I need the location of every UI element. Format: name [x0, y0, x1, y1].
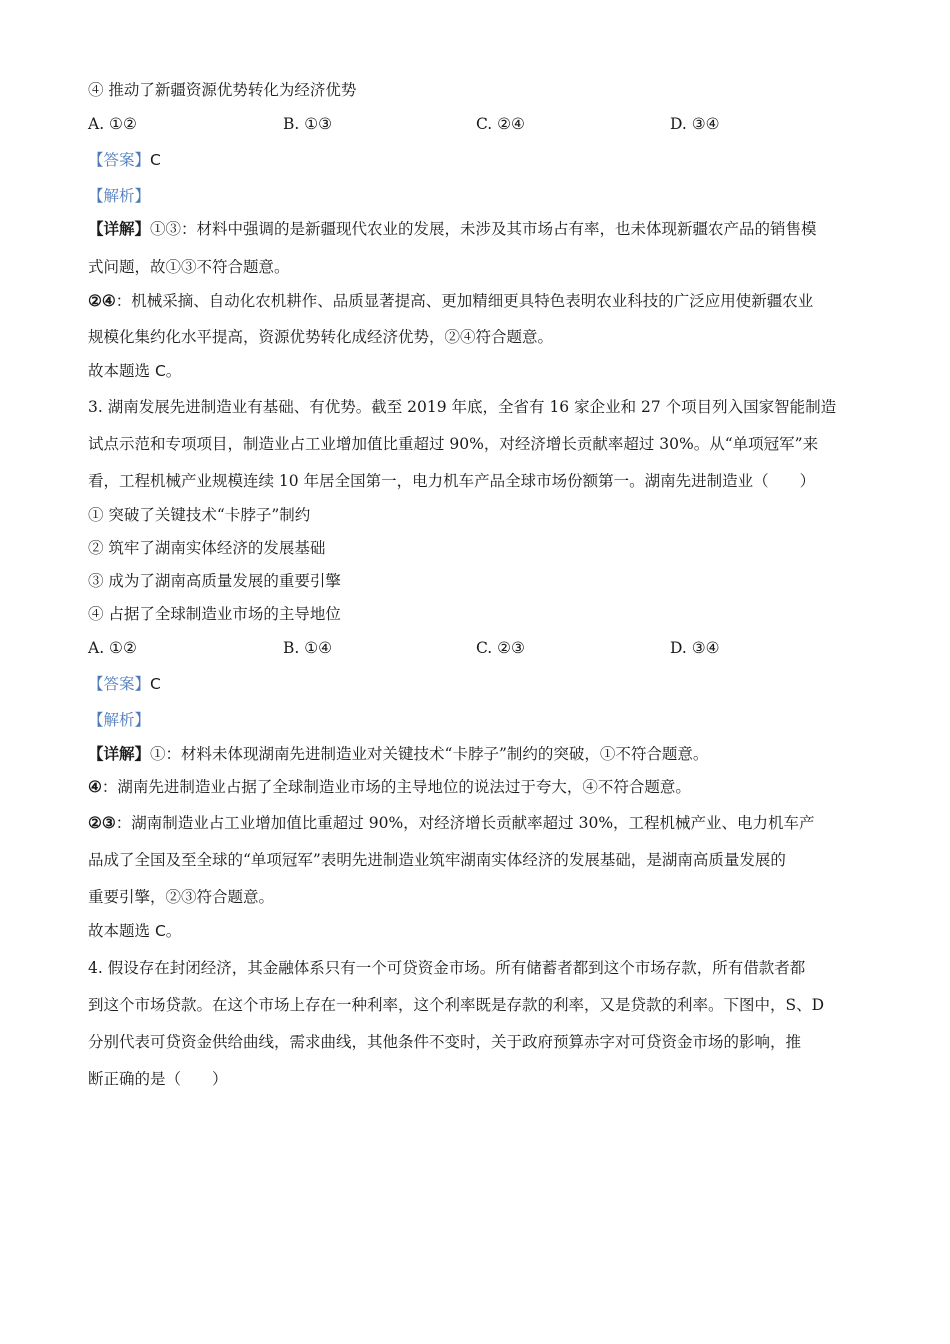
q3-statement-2: ② 筑牢了湖南实体经济的发展基础	[88, 539, 326, 557]
q3-conclusion	[88, 920, 878, 942]
q3-conclusion-suffix: 。	[165, 922, 182, 940]
q3-detail-text-1: ①：材料未体现湖南先进制造业对关键技术“卡脖子”制约的突破，①不符合题意。	[150, 745, 709, 763]
q3-stem-line-1: 3. 湖南发展先进制造业有基础、有优势。截至 2019 年底，全省有 16 家企业和 27 个项目列入国家智能制造	[88, 398, 837, 416]
q3-detail-text-2: ：湖南先进制造业占据了全球制造业市场的主导地位的说法过于夸大，④不符合题意。	[101, 778, 691, 796]
q2-answer	[88, 149, 878, 171]
q2-conclusion-suffix: 。	[165, 362, 182, 380]
q3-detail-text-3b: 品成了全国及至全球的“单项冠军”表明先进制造业筑牢湖南实体经济的发展基础，是湖南高质量发展的	[88, 851, 786, 869]
q3-stem-line-2: 试点示范和专项项目，制造业占工业增加值比重超过 90%，对经济增长贡献率超过 30%。从“单项冠军”来	[88, 435, 819, 453]
q3-statement-1: ① 突破了关键技术“卡脖子”制约	[88, 506, 311, 524]
q3-detail-line-1	[88, 743, 878, 765]
q2-analysis-label: 【解析】	[88, 187, 151, 205]
q3-conclusion-choice: C	[154, 922, 166, 940]
q3-options	[88, 637, 878, 659]
q2-conclusion-choice: C	[154, 362, 166, 380]
q2-answer-label: 【答案】	[88, 151, 151, 169]
q2-conclusion	[88, 360, 878, 382]
q2-detail-text-2a: ：机械采摘、自动化农机耕作、品质显著提高、更加精细更具特色表明农业科技的广泛应用使新疆农业	[115, 292, 814, 310]
q2-answer-value: C	[150, 151, 161, 169]
q3-option-a: A. ①②	[88, 639, 137, 657]
q2-options	[88, 113, 878, 135]
q2-detail-line-2	[88, 290, 878, 312]
q3-answer-label: 【答案】	[88, 675, 151, 693]
q3-option-d: D. ③④	[670, 639, 720, 657]
q4-stem-line-4: 断正确的是（ ）	[88, 1070, 228, 1088]
q2-conclusion-prefix: 故本题选	[88, 362, 155, 380]
q4-stem-line-1: 4. 假设存在封闭经济，其金融体系只有一个可贷资金市场。所有储蓄者都到这个市场存款，所有借款者都	[88, 959, 806, 977]
q3-conclusion-prefix: 故本题选	[88, 922, 155, 940]
q2-statement-4: ④ 推动了新疆资源优势转化为经济优势	[88, 81, 357, 99]
q2-detail-2-label: ②④	[88, 291, 116, 310]
q2-option-d: D. ③④	[670, 115, 720, 133]
q3-statement-4: ④ 占据了全球制造业市场的主导地位	[88, 605, 341, 623]
q2-option-c: C. ②④	[476, 115, 525, 133]
q3-detail-text-3c: 重要引擎，②③符合题意。	[88, 888, 275, 906]
q2-detail-text-2b: 规模化集约化水平提高，资源优势转化成经济优势，②④符合题意。	[88, 328, 554, 346]
q3-detail-2-label: ④	[88, 777, 102, 796]
q3-detail-line-3	[88, 812, 878, 834]
q2-option-b: B. ①③	[283, 115, 333, 133]
q3-answer	[88, 673, 878, 695]
q3-detail-3-label: ②③	[88, 813, 116, 832]
q2-detail-label: 【详解】	[88, 219, 151, 238]
q2-option-a: A. ①②	[88, 115, 137, 133]
q3-statement-3: ③ 成为了湖南高质量发展的重要引擎	[88, 572, 341, 590]
q3-detail-label: 【详解】	[88, 744, 151, 763]
q3-detail-line-2	[88, 776, 878, 798]
q2-detail-line-1	[88, 218, 878, 240]
q4-stem-line-2: 到这个市场贷款。在这个市场上存在一种利率，这个利率既是存款的利率，又是贷款的利率。下图中，S、D	[88, 996, 825, 1014]
q3-option-b: B. ①④	[283, 639, 333, 657]
q3-detail-text-3a: ：湖南制造业占工业增加值比重超过 90%，对经济增长贡献率超过 30%，工程机械产业、电力机车产	[115, 814, 815, 832]
q2-detail-text-1a: ①③：材料中强调的是新疆现代农业的发展，未涉及其市场占有率，也未体现新疆农产品的销售模	[150, 220, 817, 238]
q3-option-c: C. ②③	[476, 639, 525, 657]
q3-answer-value: C	[150, 675, 161, 693]
q4-stem-line-3: 分别代表可贷资金供给曲线，需求曲线，其他条件不变时，关于政府预算赤字对可贷资金市场的影响，推	[88, 1033, 802, 1051]
q3-analysis-label: 【解析】	[88, 711, 151, 729]
q3-stem-line-3: 看，工程机械产业规模连续 10 年居全国第一，电力机车产品全球市场份额第一。湖南先进制造业（ ）	[88, 472, 816, 490]
q2-detail-text-1b: 式问题，故①③不符合题意。	[88, 258, 290, 276]
